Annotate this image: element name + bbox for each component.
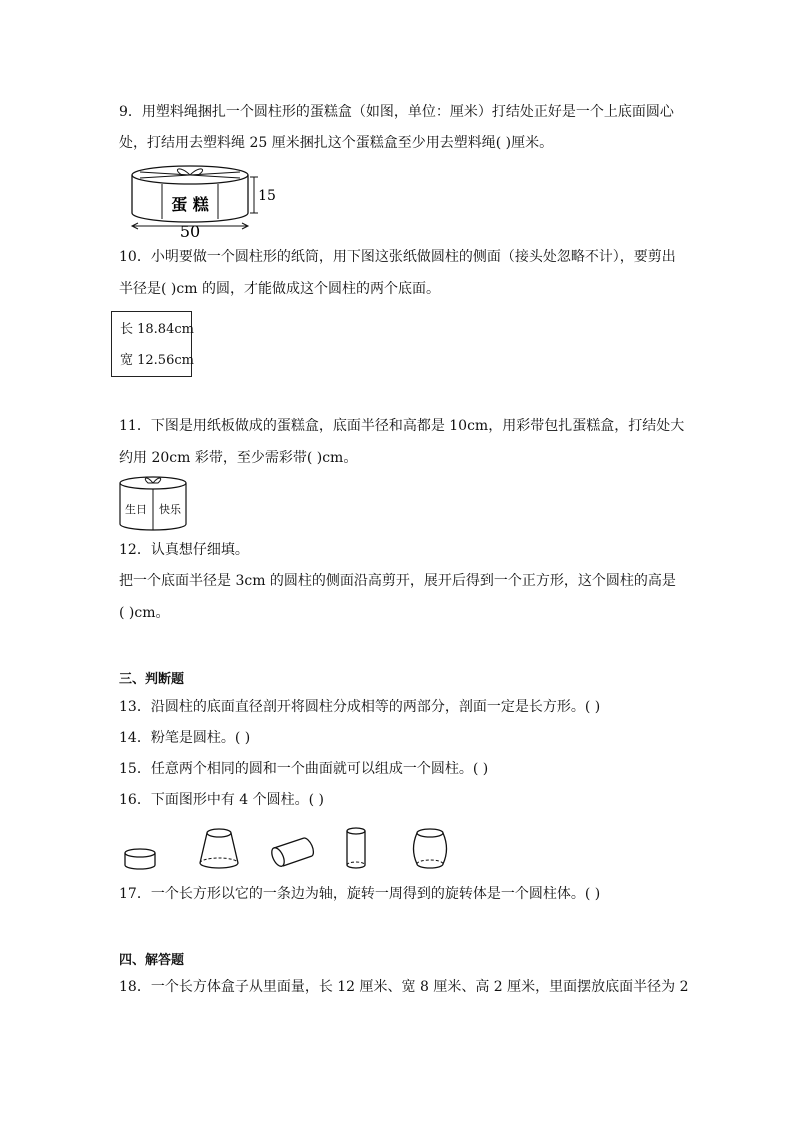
- paper-rectangle-figure: [111, 311, 192, 377]
- birthday-cake-box-figure: [116, 472, 190, 536]
- cake-label: 蛋 糕: [171, 195, 209, 214]
- short-cylinder-shape: [125, 849, 155, 869]
- q11-text-line1: 11．下图是用纸板做成的蛋糕盒，底面半径和高都是 10cm，用彩带包扎蛋糕盒，打结处大: [119, 418, 685, 434]
- cake-box-rope-figure: [126, 160, 276, 240]
- q16-text: 16．下面图形中有 4 个圆柱。( ): [119, 792, 324, 808]
- q12-text-line3: ( )cm。: [119, 605, 170, 621]
- q11-text-line2: 约用 20cm 彩带，至少需彩带( )cm。: [119, 450, 358, 466]
- q14-text: 14．粉笔是圆柱。( ): [119, 730, 251, 746]
- section3-title: 三、判断题: [119, 672, 185, 687]
- frustum-shape: [200, 829, 238, 868]
- barrel-shape: [414, 829, 447, 868]
- q9-text-line1: 9．用塑料绳捆扎一个圆柱形的蛋糕盒（如图，单位：厘米）打结处正好是一个上底面圆心: [119, 104, 674, 120]
- q16-shapes-figure: [118, 823, 458, 873]
- paper-width-label: 宽 12.56cm: [120, 353, 194, 368]
- q12-text-line2: 把一个底面半径是 3cm 的圆柱的侧面沿高剪开，展开后得到一个正方形，这个圆柱的高是: [119, 573, 676, 589]
- q15-text: 15．任意两个相同的圆和一个曲面就可以组成一个圆柱。( ): [119, 761, 489, 777]
- section4-title: 四、解答题: [119, 953, 185, 968]
- q10-text-line2: 半径是( )cm 的圆，才能做成这个圆柱的两个底面。: [119, 281, 440, 297]
- q13-text: 13．沿圆柱的底面直径剖开将圆柱分成相等的两部分，剖面一定是长方形。( ): [119, 699, 601, 715]
- tall-cylinder-shape: [347, 828, 365, 868]
- paper-length-label: 长 18.84cm: [120, 322, 194, 337]
- tilted-cylinder-shape: [269, 838, 313, 868]
- width-dimension-label: 50: [179, 222, 201, 240]
- q17-text: 17．一个长方形以它的一条边为轴，旋转一周得到的旋转体是一个圆柱体。( ): [119, 886, 601, 902]
- q18-text: 18．一个长方体盒子从里面量，长 12 厘米、宽 8 厘米、高 2 厘米，里面摆放底面半径为 2: [119, 979, 689, 995]
- birthday-left-label: 生日: [125, 503, 147, 516]
- birthday-right-label: 快乐: [159, 503, 181, 516]
- height-dimension-label: 15: [258, 188, 276, 204]
- q12-text-line1: 12．认真想仔细填。: [119, 542, 249, 558]
- q10-text-line1: 10．小明要做一个圆柱形的纸筒，用下图这张纸做圆柱的侧面（接头处忽略不计），要剪出: [119, 249, 676, 265]
- q9-text-line2: 处，打结用去塑料绳 25 厘米捆扎这个蛋糕盒至少用去塑料绳( )厘米。: [119, 135, 554, 151]
